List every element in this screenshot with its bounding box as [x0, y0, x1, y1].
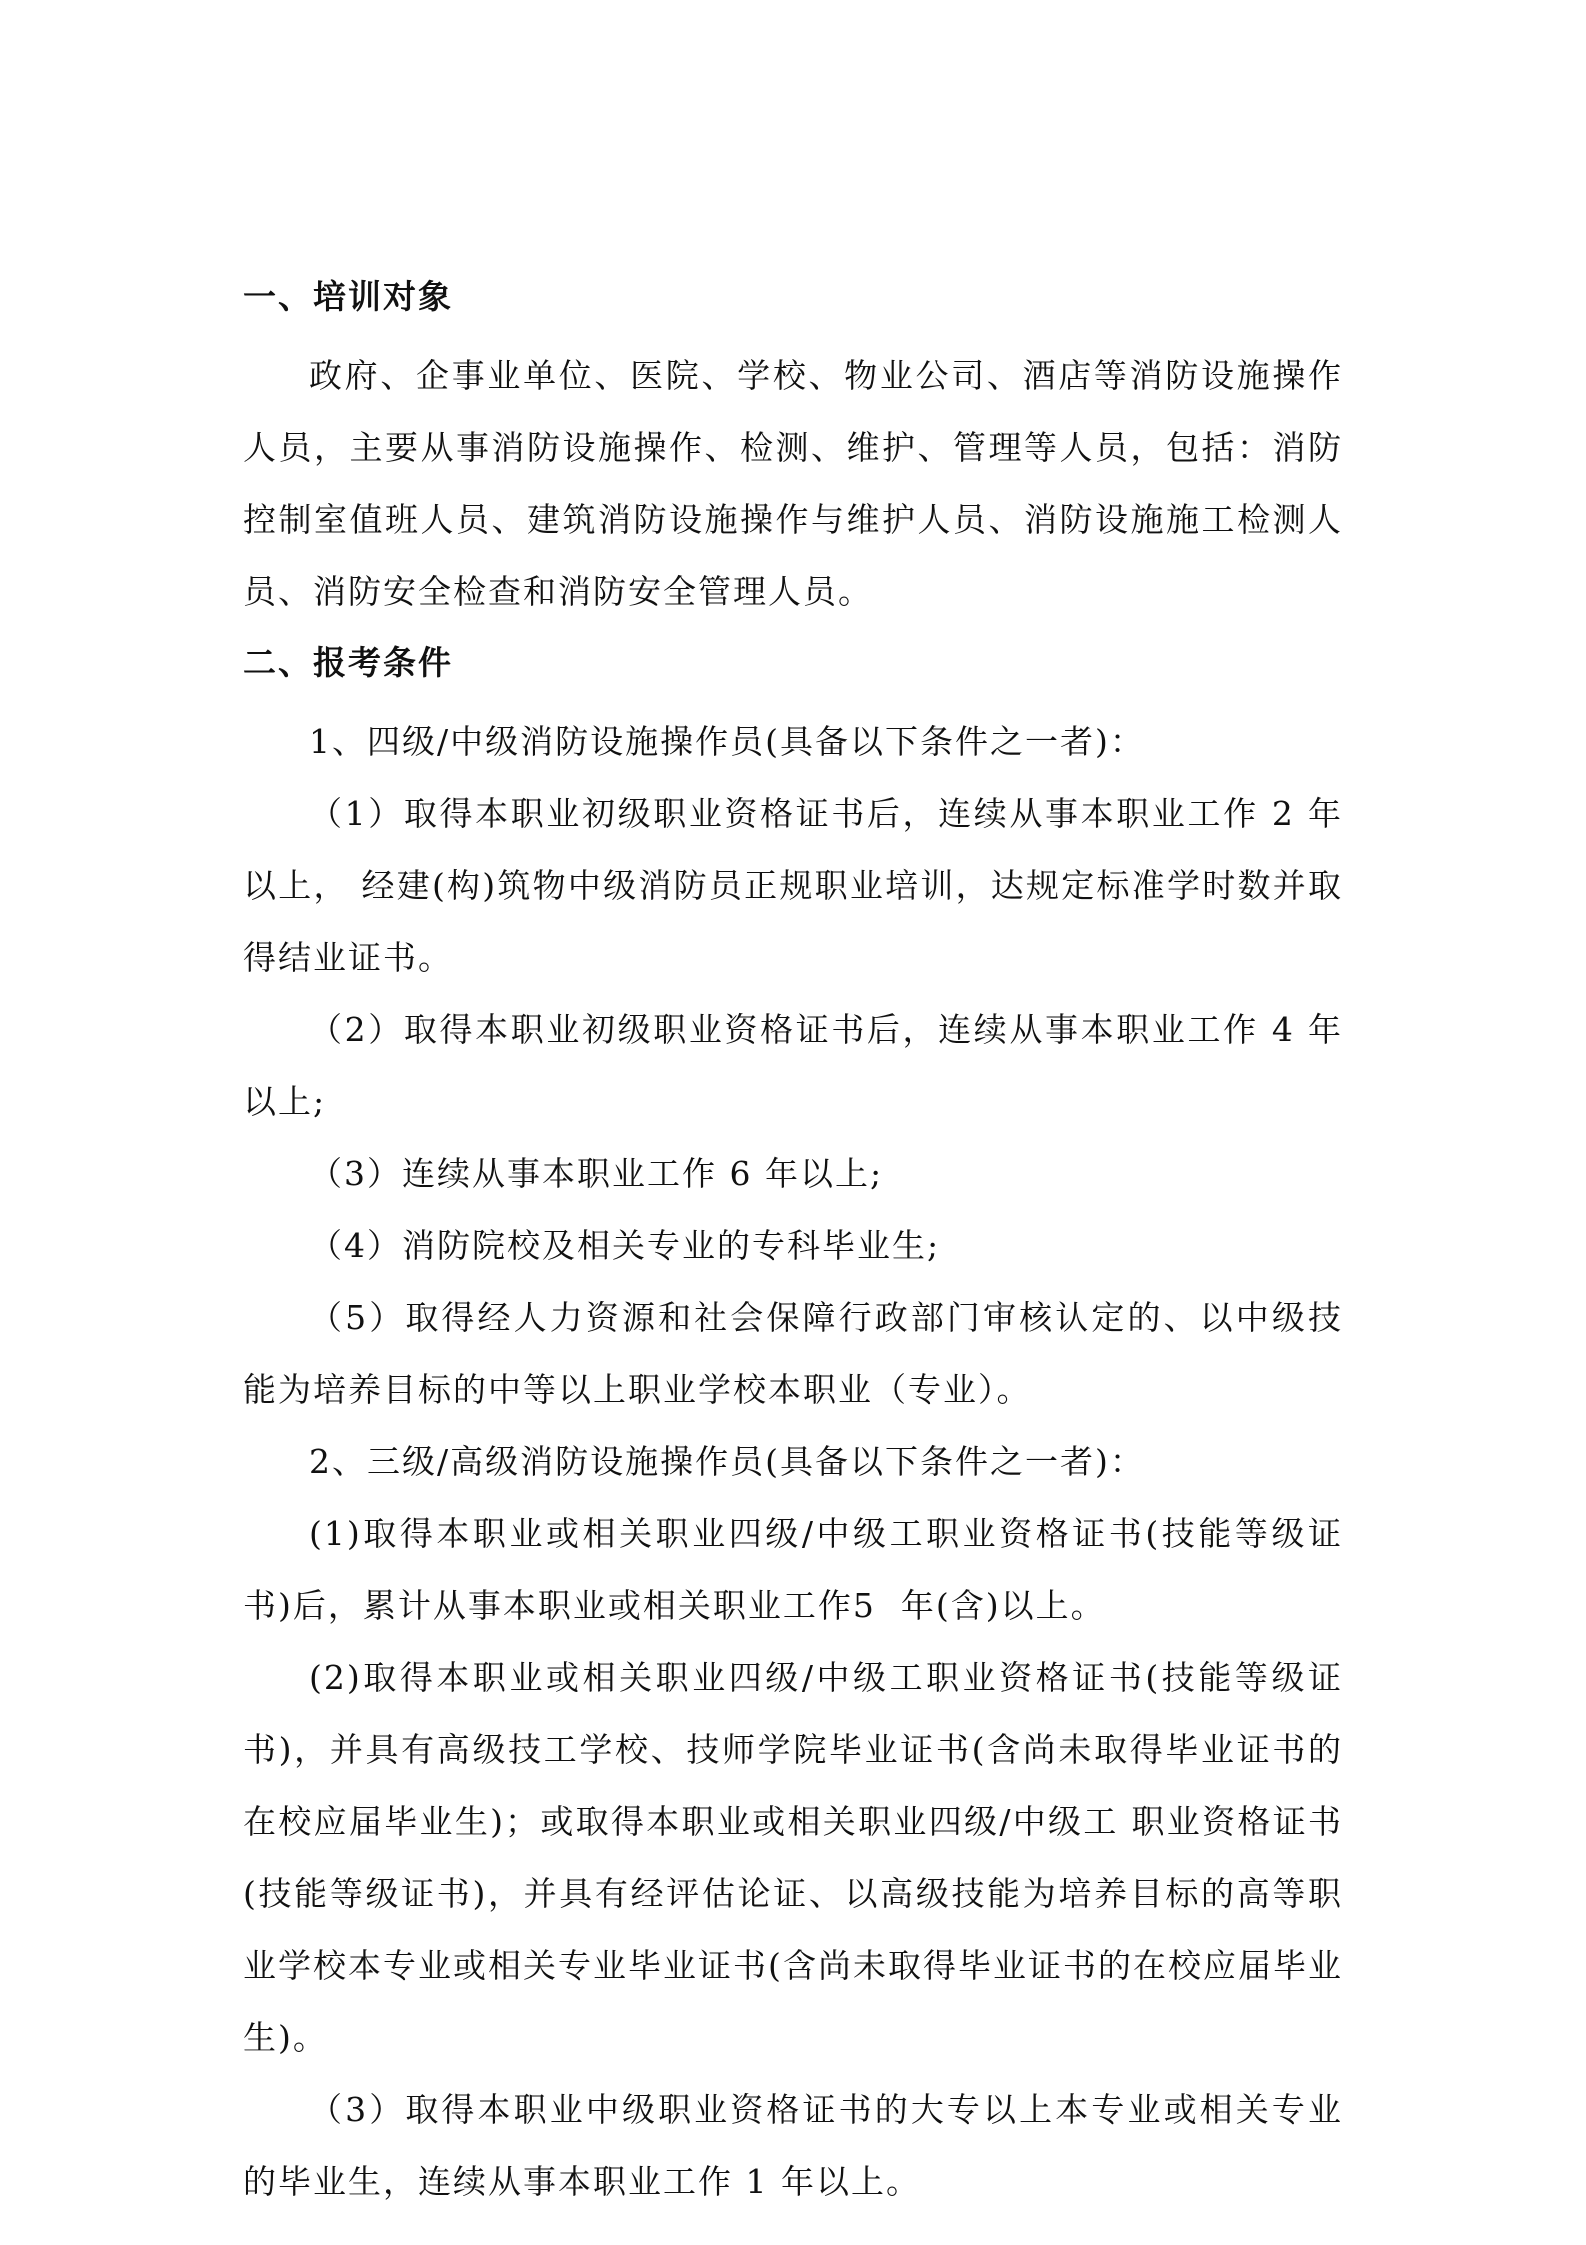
paragraph: （4）消防院校及相关专业的专科毕业生;	[309, 1226, 941, 1265]
document-body	[243, 272, 1343, 2218]
paragraph: (2)取得本职业或相关职业四级/中级工职业资格证书(技能等级证书)，并具有高级技工学校、技师学院毕业证书(含尚未取得毕业证书的在校应届毕业生)；或取得本职业或相关职业四级/中级工 职业资格证书(技能等级证书)，并具有经评估论证、以高级技能为培养目标的高等职业学校本专业或相关专业毕业证书(含尚未取得毕业证书的在校应届毕业生)。	[243, 1658, 1343, 2057]
paragraph: （5）取得经人力资源和社会保障行政部门审核认定的、以中级技能为培养目标的中等以上职业学校本职业（专业）。	[243, 1298, 1343, 1409]
paragraph: （1）取得本职业初级职业资格证书后，连续从事本职业工作 2 年以上， 经建(构)筑物中级消防员正规职业培训，达规定标准学时数并取得结业证书。	[243, 794, 1343, 977]
paragraph: 1、四级/中级消防设施操作员(具备以下条件之一者)：	[309, 722, 1145, 761]
section-heading: 二、报考条件	[243, 643, 453, 682]
section-heading: 一、培训对象	[243, 277, 453, 316]
paragraph: 政府、企事业单位、医院、学校、物业公司、酒店等消防设施操作人员，主要从事消防设施操作、检测、维护、管理等人员，包括：消防控制室值班人员、建筑消防设施操作与维护人员、消防设施施工检测人员、消防安全检查和消防安全管理人员。	[243, 356, 1343, 611]
section-exam-requirements	[243, 638, 1343, 2218]
paragraph: (1)取得本职业或相关职业四级/中级工职业资格证书(技能等级证书)后，累计从事本职业或相关职业工作5 年(含)以上。	[243, 1514, 1343, 1625]
paragraph: （3）取得本职业中级职业资格证书的大专以上本专业或相关专业的毕业生，连续从事本职业工作 1 年以上。	[243, 2090, 1343, 2201]
paragraph: （2）取得本职业初级职业资格证书后，连续从事本职业工作 4 年以上;	[243, 1010, 1343, 1121]
section-training-targets	[243, 272, 1343, 628]
paragraph: （3）连续从事本职业工作 6 年以上;	[309, 1154, 884, 1193]
paragraph: 2、三级/高级消防设施操作员(具备以下条件之一者)：	[309, 1442, 1145, 1481]
